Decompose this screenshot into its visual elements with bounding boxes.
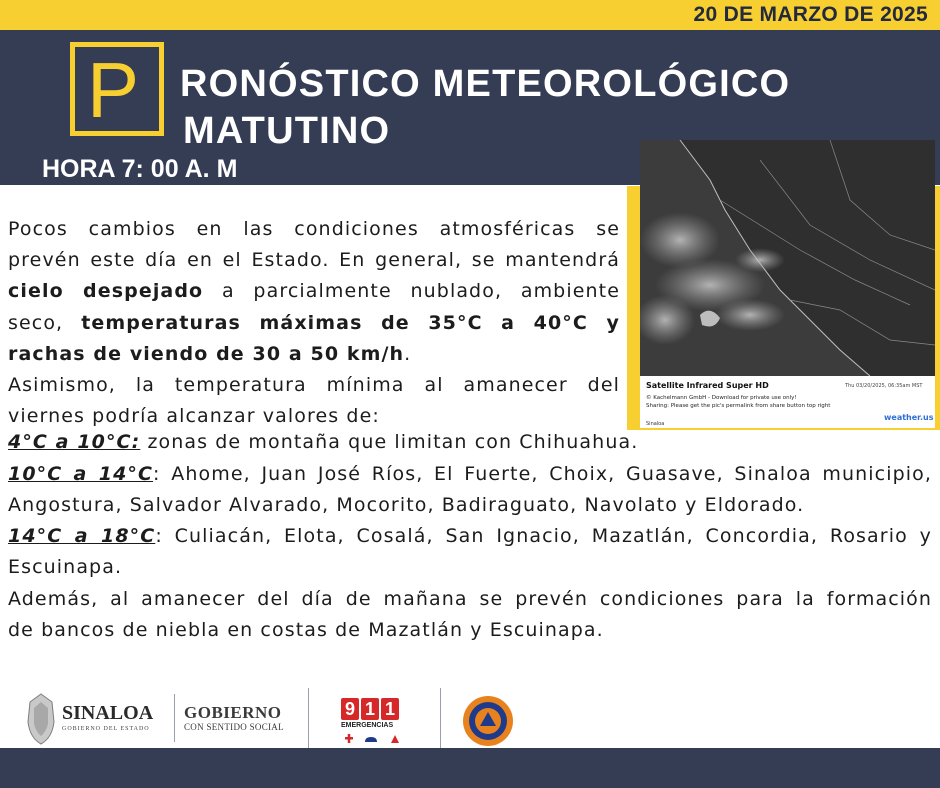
max-temperatures-bold: temperaturas máximas de 35°C a 40°C y [81, 312, 620, 334]
p-letter: P [87, 46, 140, 134]
title-line-2: MATUTINO [183, 110, 391, 152]
gobierno-logo-subtitle: CON SENTIDO SOCIAL [184, 722, 284, 732]
range2-text: : Ahome, Juan José Ríos, El Fuerte, Choix, Guasave, Sinaloa municipio, [153, 463, 933, 485]
wind-gusts-bold: rachas de viendo de 30 a 50 km/h [8, 343, 405, 365]
range1-text: zonas de montaña que limitan con Chihuahua. [140, 431, 639, 453]
paragraph1-line3 [8, 276, 620, 307]
emergencias-911-logo [341, 698, 407, 748]
range2-line2: Angostura, Salvador Alvarado, Mocorito, Badiraguato, Navolato y Eldorado. [8, 494, 805, 516]
range3-line2: Escuinapa. [8, 556, 123, 578]
range1-label: 4°C a 10°C: [8, 431, 141, 453]
weather-us-logo: weather.us [884, 413, 934, 422]
paragraph3-line1: Además, al amanecer del día de mañana se prevén condiciones para la formación [8, 588, 932, 610]
top-date-bar [0, 0, 940, 30]
satellite-caption-share: Sharing: Please get the pic's permalink from share button top right [646, 403, 831, 409]
footer-logos [20, 688, 520, 748]
e911-digit-1: 9 [341, 698, 359, 720]
paragraph1-line4 [8, 308, 620, 339]
sinaloa-coat-of-arms-icon [24, 692, 58, 746]
sinaloa-logo-subtitle: GOBIERNO DEL ESTADO [62, 726, 150, 732]
title-line-1: RONÓSTICO METEOROLÓGICO [180, 63, 791, 105]
logo-divider-1 [174, 694, 175, 742]
range2-line1 [8, 459, 932, 490]
range2-label: 10°C a 14°C [8, 463, 154, 485]
paragraph1-line5 [8, 339, 411, 370]
logo-divider-2 [308, 688, 309, 748]
paragraph1-line4-a: seco, [8, 312, 82, 334]
paragraph1-line2: prevén este día en el Estado. En general, se mantendrá [8, 249, 620, 271]
emergency-symbols-icon [341, 734, 403, 744]
e911-digit-3: 1 [381, 698, 399, 720]
satellite-caption-copyright: © Kachelmann GmbH - Download for private use only! [646, 395, 797, 401]
satellite-caption-title: Satellite Infrared Super HD [646, 381, 769, 390]
satellite-caption-region: Sinaloa [646, 421, 665, 427]
range1-line [8, 427, 638, 458]
e911-label: EMERGENCIAS [341, 722, 394, 729]
cielo-despejado-bold: cielo despejado [8, 280, 204, 302]
range3-label: 14°C a 18°C [8, 525, 156, 547]
paragraph2-line2: viernes podría alcanzar valores de: [8, 405, 380, 427]
paragraph2-line1: Asimismo, la temperatura mínima al amanecer del [8, 374, 620, 396]
paragraph1-line3-rest: a parcialmente nublado, ambiente [203, 280, 620, 302]
range3-line1 [8, 521, 932, 552]
satellite-image [640, 140, 935, 376]
logo-divider-3 [440, 688, 441, 748]
paragraph3-line2: de bancos de niebla en costas de Mazatlán y Escuinapa. [8, 619, 604, 641]
gobierno-logo-title: GOBIERNO [184, 703, 282, 722]
proteccion-civil-seal-icon [462, 695, 514, 747]
paragraph1-line1: Pocos cambios en las condiciones atmosféricas se [8, 218, 620, 240]
time-label: HORA 7: 00 A. M [42, 155, 238, 183]
p-logo-box [70, 42, 164, 136]
bulletin-date: 20 DE MARZO DE 2025 [693, 3, 928, 26]
range3-text: : Culiacán, Elota, Cosalá, San Ignacio, Mazatlán, Concordia, Rosario y [155, 525, 932, 547]
footer-bar [0, 748, 940, 788]
sinaloa-logo-title: SINALOA [62, 702, 154, 724]
satellite-caption-timestamp: Thu 03/20/2025, 06:35am MST [845, 383, 923, 389]
satellite-image-card [640, 140, 935, 428]
paragraph1-line5-end: . [404, 343, 412, 365]
e911-digit-2: 1 [361, 698, 379, 720]
